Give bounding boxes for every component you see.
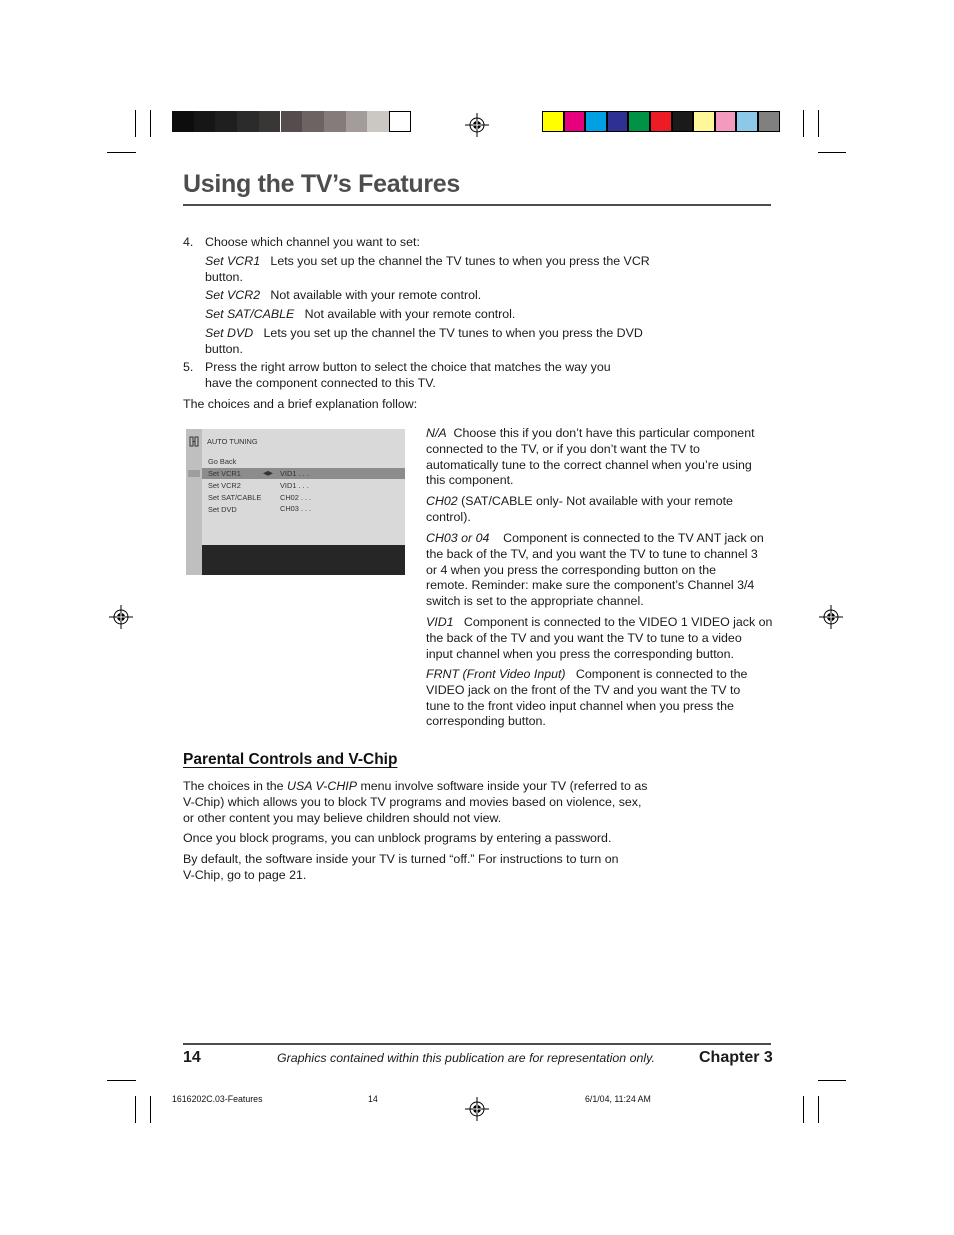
- option-desc-cont: button.: [205, 341, 243, 356]
- menu-name: USA V-CHIP: [287, 779, 358, 793]
- parental-paragraph-2: Once you block programs, you can unblock programs by entering a password.: [183, 831, 612, 845]
- crop-mark: [818, 1096, 819, 1123]
- paragraph-text: The choices in the: [183, 779, 288, 793]
- chapter-label: Chapter 3: [699, 1049, 773, 1066]
- menu-sidebar-highlight: [188, 470, 200, 477]
- slug-date: 6/1/04, 11:24 AM: [585, 1094, 651, 1104]
- color-swatch: [736, 111, 758, 132]
- registration-mark-icon: [109, 605, 133, 629]
- choice-frnt: [426, 667, 776, 730]
- option-label: Set SAT/CABLE: [205, 307, 295, 321]
- menu-item-label[interactable]: Set VCR2: [208, 481, 241, 490]
- option-set-vcr2: [205, 288, 655, 304]
- gray-swatch: [194, 111, 216, 132]
- crop-mark: [818, 1080, 846, 1081]
- option-desc: Lets you set up the channel the TV tunes to when you press the VCR: [270, 254, 650, 268]
- step-text: Choose which channel you want to set:: [205, 235, 420, 249]
- choice-na: [426, 426, 776, 489]
- crop-mark: [803, 110, 804, 137]
- registration-mark-icon: [465, 113, 489, 137]
- color-swatch: [672, 111, 694, 132]
- menu-arrows-icon: ◀▶: [263, 470, 273, 477]
- section-heading: Parental Controls and V-Chip: [183, 751, 398, 768]
- gray-swatch: [302, 111, 324, 132]
- paragraph-text: menu involve software inside your TV (referred to as: [357, 779, 648, 793]
- crop-mark: [803, 1096, 804, 1123]
- crop-mark: [818, 110, 819, 137]
- step-4: [183, 235, 663, 251]
- menu-item-label[interactable]: Set DVD: [208, 505, 237, 514]
- choice-text: or 4 when you press the corresponding button on the: [426, 562, 716, 577]
- crop-mark: [135, 110, 136, 137]
- registration-mark-icon: [819, 605, 843, 629]
- choice-text: the back of the TV and you want the TV to tune to a video: [426, 630, 742, 645]
- option-desc: Not available with your remote control.: [304, 307, 516, 321]
- crop-mark: [135, 1096, 136, 1123]
- menu-item-value: CH03 . . .: [280, 504, 312, 513]
- auto-tuning-menu: [186, 429, 405, 575]
- menu-go-back[interactable]: Go Back: [208, 457, 237, 466]
- option-set-vcr1: [205, 254, 655, 286]
- slug-page: 14: [368, 1094, 378, 1104]
- menu-title: AUTO TUNING: [207, 437, 258, 446]
- choice-text: Choose this if you don’t have this particular component: [453, 426, 755, 440]
- choice-ch02: [426, 494, 776, 526]
- gray-swatch: [237, 111, 259, 132]
- footer-rule: [183, 1043, 771, 1045]
- paragraph-text: V-Chip) which allows you to block TV programs and movies based on violence, sex,: [183, 794, 642, 809]
- choice-text: corresponding button.: [426, 714, 546, 729]
- option-desc: Not available with your remote control.: [270, 288, 482, 302]
- choice-text: tune to the front video input channel when you press the: [426, 698, 734, 713]
- choice-text: remote. Reminder: make sure the component’s Channel 3/4: [426, 578, 755, 593]
- choice-term: N/A: [426, 426, 447, 440]
- footer-note: Graphics contained within this publication are for representation only.: [277, 1051, 655, 1065]
- option-desc: Lets you set up the channel the TV tunes to when you press the DVD: [263, 326, 643, 340]
- menu-antenna-icon: [189, 436, 199, 447]
- parental-paragraph-1: [183, 779, 663, 826]
- choices-intro: The choices and a brief explanation follow:: [183, 397, 418, 411]
- color-swatch: [715, 111, 737, 132]
- registration-mark-icon: [465, 1097, 489, 1121]
- color-swatch: [585, 111, 607, 132]
- page-title: Using the TV’s Features: [183, 170, 460, 198]
- option-label: Set VCR1: [205, 254, 261, 268]
- choice-text: Component is connected to the VIDEO 1 VIDEO jack on: [463, 615, 773, 629]
- menu-sidebar: [186, 429, 202, 575]
- choice-term: CH02: [426, 494, 458, 508]
- gray-swatch: [259, 111, 281, 132]
- gray-swatch: [389, 111, 411, 132]
- choice-text: control).: [426, 509, 471, 524]
- option-set-satcable: [205, 307, 655, 323]
- gray-swatch: [324, 111, 346, 132]
- menu-item-value: VID1 . . .: [280, 469, 309, 478]
- crop-mark: [818, 152, 846, 153]
- color-swatch: [693, 111, 715, 132]
- choice-text: (SAT/CABLE only- Not available with your remote: [461, 494, 733, 508]
- page-number: 14: [183, 1049, 201, 1066]
- step-number: 5.: [183, 360, 194, 374]
- choice-text: connected to the TV, or if you don’t want the TV to: [426, 441, 700, 456]
- step-text: Press the right arrow button to select the choice that matches the way you: [205, 360, 611, 374]
- color-swatch: [542, 111, 564, 132]
- crop-mark: [107, 152, 136, 153]
- choice-text: automatically tune to the correct channel when you’re using: [426, 457, 752, 472]
- gray-swatch: [367, 111, 389, 132]
- menu-item-label[interactable]: Set SAT/CABLE: [208, 493, 262, 502]
- color-swatch: [607, 111, 629, 132]
- parental-paragraph-3: [183, 852, 663, 884]
- choice-text: the back of the TV, and you want the TV to tune to channel 3: [426, 546, 758, 561]
- color-swatch: [758, 111, 780, 132]
- slug-file: 1616202C.03-Features: [172, 1094, 263, 1104]
- menu-item-value: VID1 . . .: [280, 481, 309, 490]
- color-swatch: [650, 111, 672, 132]
- option-label: Set VCR2: [205, 288, 261, 302]
- choice-text: input channel when you press the corresponding button.: [426, 646, 734, 661]
- color-swatch: [628, 111, 650, 132]
- color-swatch: [564, 111, 586, 132]
- step-text: have the component connected to this TV.: [205, 375, 436, 390]
- option-desc-cont: button.: [205, 269, 243, 284]
- menu-item-label[interactable]: Set VCR1: [208, 469, 241, 478]
- choice-term: CH03 or 04: [426, 531, 490, 545]
- gray-swatch: [172, 111, 194, 132]
- gray-swatch: [281, 111, 303, 132]
- choice-text: Component is connected to the TV ANT jack on: [503, 531, 764, 545]
- choice-term: VID1: [426, 615, 454, 629]
- choice-text: switch is set to the appropriate channel.: [426, 594, 644, 609]
- choice-ch03: [426, 531, 776, 610]
- title-rule: [183, 204, 771, 206]
- paragraph-text: or other content you may believe children should not view.: [183, 810, 502, 825]
- paragraph-text: By default, the software inside your TV is turned “off.” For instructions to turn on: [183, 852, 619, 866]
- choice-vid1: [426, 615, 776, 662]
- paragraph-text: V-Chip, go to page 21.: [183, 867, 307, 882]
- step-5: [183, 360, 663, 392]
- choice-text: Component is connected to the: [575, 667, 748, 681]
- crop-mark: [107, 1080, 136, 1081]
- menu-item-value: CH02 . . .: [280, 493, 312, 502]
- crop-mark: [150, 1096, 151, 1123]
- choice-text: VIDEO jack on the front of the TV and you want the TV to: [426, 682, 741, 697]
- step-number: 4.: [183, 235, 194, 249]
- option-label: Set DVD: [205, 326, 254, 340]
- gray-swatch: [346, 111, 368, 132]
- choice-term: FRNT (Front Video Input): [426, 667, 566, 681]
- gray-swatch: [215, 111, 237, 132]
- choice-text: this component.: [426, 473, 514, 488]
- crop-mark: [150, 110, 151, 137]
- option-set-dvd: [205, 326, 655, 358]
- menu-help-area: [202, 545, 405, 575]
